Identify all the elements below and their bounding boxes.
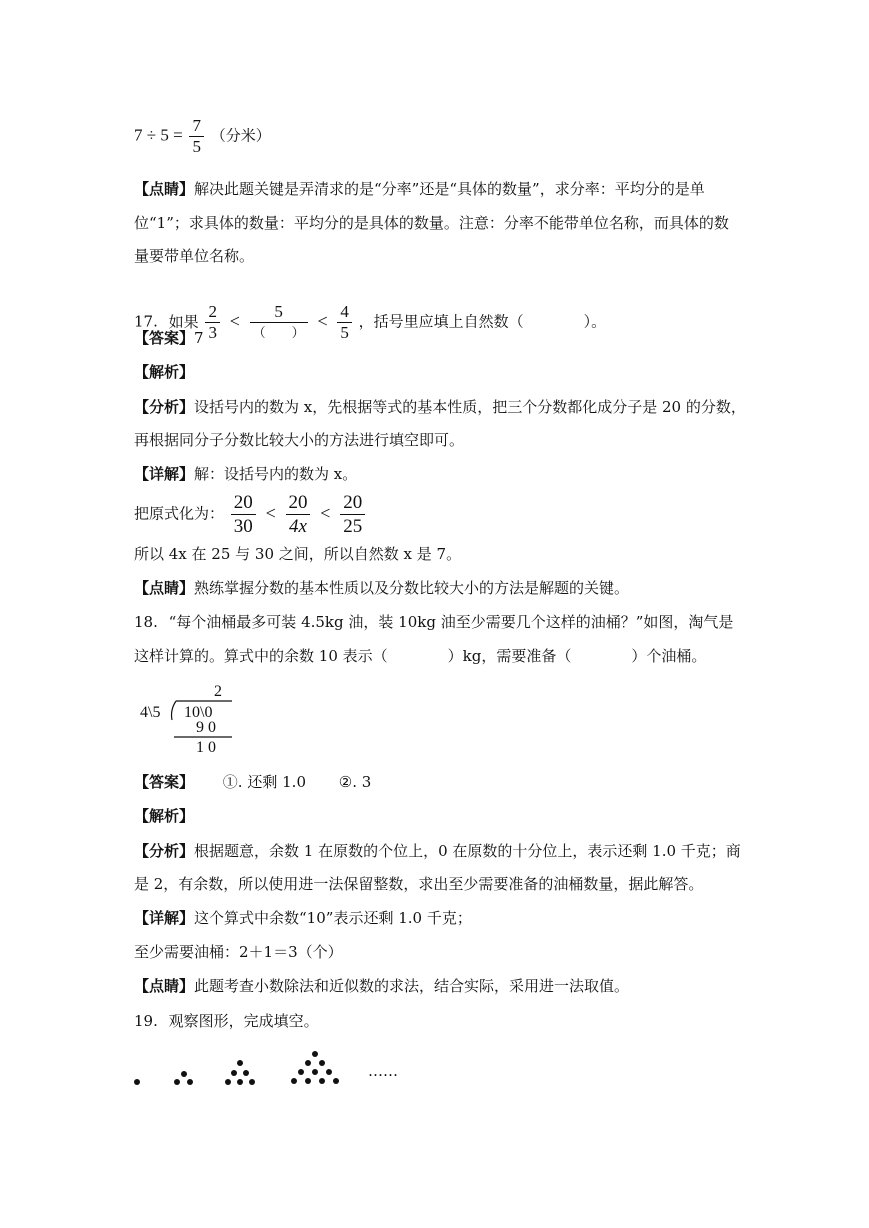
dot	[174, 1079, 180, 1085]
analysis-tag: 【解析】	[134, 363, 195, 381]
fraction-denominator: 3	[205, 322, 220, 343]
division-divisor: 4\5	[140, 704, 161, 721]
q18-answer	[134, 771, 371, 793]
dot	[312, 1069, 318, 1075]
fraction-20-30	[231, 491, 256, 538]
dot	[298, 1069, 304, 1075]
q17-answer	[134, 327, 204, 349]
q16-comment-line2	[134, 212, 729, 234]
q18-fenxi-line1	[134, 840, 741, 862]
dot	[333, 1078, 339, 1084]
detail-tag: 【详解】	[134, 909, 195, 927]
fraction-7-5	[189, 116, 204, 157]
fraction-numerator: 20	[233, 492, 253, 513]
fraction-numerator: 7	[192, 116, 201, 135]
question-number: 17.	[134, 312, 158, 331]
dot	[291, 1078, 297, 1084]
dot	[312, 1051, 318, 1057]
q17-comment	[134, 577, 629, 599]
question-text: “每个油桶最多可装 4.5kg 油，装 10kg 油至少需要几个这样的油桶？”如图，淘气是	[168, 613, 734, 631]
q17-question	[134, 302, 606, 343]
q18-detail	[134, 907, 472, 929]
fraction-numerator: 5	[274, 302, 283, 321]
fraction-5-blank	[250, 302, 308, 343]
detail-text: 至少需要油桶：2＋1＝3（个）	[134, 943, 343, 961]
fenxi-text: 设括号内的数为 x，先根据等式的基本性质，把三个分数都化成分子是 20 的分数，	[194, 398, 746, 416]
q19-question	[134, 1010, 319, 1032]
q17-conclusion	[134, 543, 461, 565]
dot-figure-2	[174, 1071, 193, 1085]
fraction-denominator: 4x	[286, 514, 310, 538]
q18-analysis-heading	[134, 805, 194, 827]
question-suffix: ，括号里应填上自然数（ ）。	[358, 312, 607, 331]
dot	[243, 1070, 249, 1076]
detail-text: 这个算式中余数“10”表示还剩 1.0 千克；	[194, 909, 472, 927]
dot-figure-4	[291, 1051, 339, 1084]
fraction-denominator: 5	[337, 322, 352, 343]
conclusion-text: 所以 4x 在 25 与 30 之间，所以自然数 x 是 7。	[134, 545, 462, 563]
comment-tag: 【点睛】	[134, 579, 195, 597]
comment-text: 量要带单位名称。	[134, 247, 255, 265]
q17-fenxi-line1	[134, 396, 746, 418]
question-text: 观察图形，完成填空。	[168, 1012, 319, 1030]
answer-2-mark: ②.	[338, 773, 357, 791]
comment-tag: 【点睛】	[134, 180, 195, 198]
q17-analysis-heading	[134, 361, 194, 383]
fraction-numerator: 4	[340, 302, 349, 321]
question-number: 18.	[134, 613, 158, 631]
conversion-prefix: 把原式化为：	[134, 504, 225, 523]
dot	[181, 1071, 187, 1077]
less-than-sign: <	[320, 502, 331, 523]
fraction-20-25	[340, 491, 365, 538]
answer-1-value: 还剩 1.0	[247, 773, 306, 791]
dot-figure-3	[225, 1060, 255, 1085]
unit-label: （分米）	[210, 126, 271, 145]
question-number: 19.	[134, 1012, 158, 1030]
dot	[249, 1079, 255, 1085]
comment-tag: 【点睛】	[134, 977, 195, 995]
answer-value: 7	[194, 329, 204, 347]
dot	[326, 1069, 332, 1075]
division-product: 9 0	[196, 719, 216, 736]
question-text: 这样计算的。算式中的余数 10 表示（ ）kg，需要准备（ ）个油桶。	[134, 647, 707, 665]
division-quotient: 2	[214, 683, 222, 700]
answer-1-mark: ①.	[222, 773, 243, 791]
dot	[305, 1078, 311, 1084]
top-equation	[134, 116, 271, 157]
dot	[225, 1079, 231, 1085]
q17-conversion	[134, 491, 367, 538]
division-bracket	[172, 701, 177, 720]
q16-comment-line1	[134, 178, 705, 200]
answer-tag: 【答案】	[134, 329, 195, 347]
fraction-denominator: 5	[189, 136, 204, 157]
dot	[237, 1079, 243, 1085]
comment-text: 此题考查小数除法和近似数的求法，结合实际，采用进一法取值。	[194, 977, 630, 995]
dot-figure-1	[134, 1079, 140, 1085]
fraction-denominator: 30	[231, 514, 256, 538]
dot	[231, 1070, 237, 1076]
dot	[305, 1060, 311, 1066]
q17-detail	[134, 463, 357, 485]
fraction-numerator: 2	[208, 302, 217, 321]
less-than-sign: <	[229, 310, 240, 331]
answer-2-value: 3	[361, 773, 372, 791]
fraction-numerator: 20	[343, 492, 363, 513]
dot	[134, 1079, 140, 1085]
division-dividend: 10\0	[184, 704, 213, 721]
fenxi-tag: 【分析】	[134, 842, 195, 860]
fenxi-tag: 【分析】	[134, 398, 195, 416]
dot	[237, 1060, 243, 1066]
comment-text: 熟练掌握分数的基本性质以及分数比较大小的方法是解题的关键。	[194, 579, 630, 597]
comment-text: 位“1”；求具体的数量：平均分的是具体的数量。注意：分率不能带单位名称，而具体的数	[134, 214, 729, 232]
less-than-sign: <	[317, 310, 328, 331]
dot	[319, 1078, 325, 1084]
q18-question-line1	[134, 611, 733, 633]
long-division-figure	[134, 680, 244, 758]
less-than-sign: <	[265, 502, 276, 523]
fraction-denominator: 25	[340, 514, 365, 538]
answer-tag: 【答案】	[134, 773, 195, 791]
q18-comment	[134, 975, 629, 997]
fenxi-text: 根据题意，余数 1 在原数的个位上，0 在原数的十分位上，表示还剩 1.0 千克；商	[194, 842, 741, 860]
q18-detail2	[134, 941, 343, 963]
fenxi-text: 是 2，有余数，所以使用进一法保留整数，求出至少需要准备的油桶数量，据此解答。	[134, 875, 704, 893]
detail-text: 解：设括号内的数为 x。	[194, 465, 358, 483]
analysis-tag: 【解析】	[134, 807, 195, 825]
fraction-4-5	[337, 302, 352, 343]
q18-fenxi-line2	[134, 873, 703, 895]
q17-fenxi-line2	[134, 429, 464, 451]
question-prefix: 如果	[168, 312, 199, 331]
dot	[319, 1060, 325, 1066]
q16-comment-line3	[134, 245, 254, 267]
dot	[187, 1079, 193, 1085]
fraction-numerator: 20	[288, 492, 308, 513]
detail-tag: 【详解】	[134, 465, 195, 483]
fraction-denominator-blank[interactable]: （ ）	[250, 322, 308, 343]
division-remainder: 1 0	[196, 739, 216, 756]
fraction-2-3	[205, 302, 220, 343]
ellipsis: ……	[368, 1062, 398, 1080]
comment-text: 解决此题关键是弄清求的是“分率”还是“具体的数量”，求分率：平均分的是单	[194, 180, 705, 198]
fraction-20-4x	[286, 491, 311, 538]
equation-lhs: 7 ÷ 5 =	[134, 125, 183, 145]
fenxi-text: 再根据同分子分数比较大小的方法进行填空即可。	[134, 431, 465, 449]
q18-question-line2	[134, 645, 706, 667]
dot-pattern-figure	[130, 1048, 420, 1098]
